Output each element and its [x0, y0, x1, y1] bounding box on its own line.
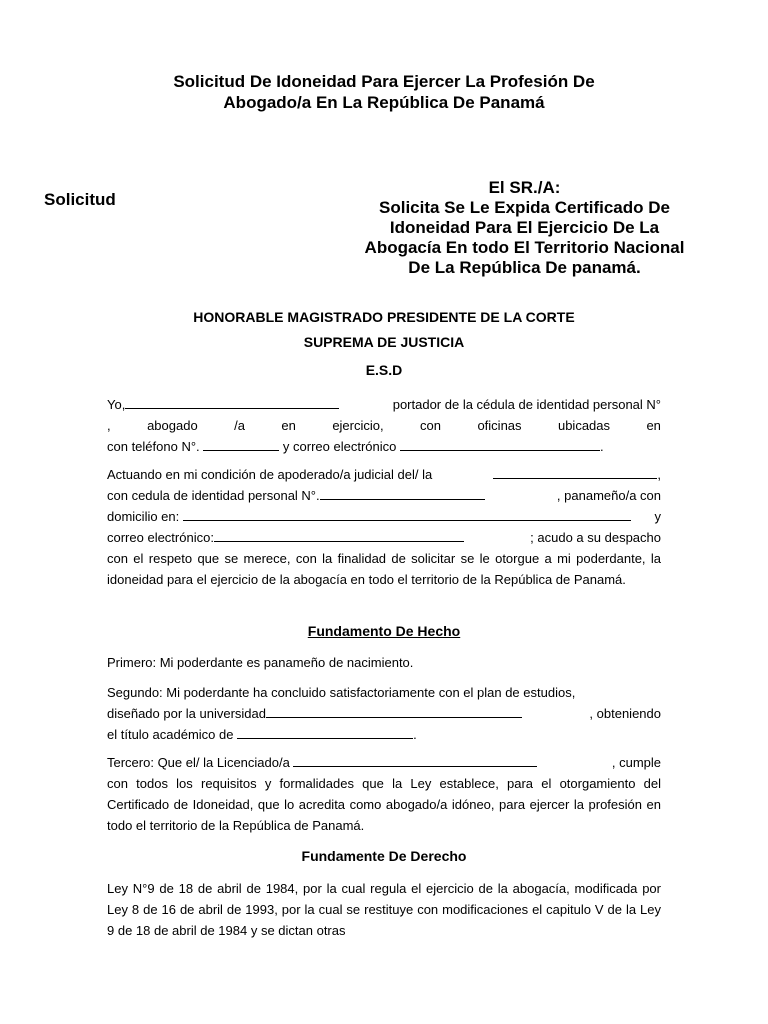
para1-line-3	[107, 436, 661, 457]
word: abogado	[147, 418, 198, 433]
name-blank[interactable]	[125, 396, 339, 409]
addressee	[0, 305, 768, 355]
para2-line-3	[107, 506, 661, 527]
fundamento-derecho-title: Fundamente De Derecho	[301, 848, 467, 864]
email-blank[interactable]	[400, 438, 600, 451]
sr-line-1: El SR./A:	[488, 178, 561, 197]
paragraph-tercero	[107, 752, 661, 836]
titulo-text: el título académico de	[107, 727, 234, 742]
period: .	[413, 727, 417, 742]
client-email-blank[interactable]	[214, 529, 464, 542]
paragraph-segundo	[107, 682, 661, 745]
actuando-text: Actuando en mi condición de apoderado/a judicial del/ la	[107, 467, 433, 482]
licensee-blank[interactable]	[293, 754, 537, 767]
id-number-blank[interactable]	[320, 487, 485, 500]
title-line-1: Solicitud De Idoneidad Para Ejercer La Profesión De	[173, 72, 595, 91]
degree-blank[interactable]	[237, 726, 413, 739]
para2-line-4	[107, 527, 661, 548]
solicitud-label: Solicitud	[44, 190, 116, 209]
esd-heading: E.S.D	[365, 362, 403, 378]
yo-text: Yo,	[107, 397, 126, 412]
para1-line-1	[107, 394, 661, 415]
fundamento-hecho-title: Fundamento De Hecho	[307, 623, 461, 639]
primero-text: Primero: Mi poderdante es panameño de nacimiento.	[107, 655, 414, 670]
comma: ,	[657, 467, 661, 482]
para2-rest: con el respeto que se merece, con la finalidad de solicitar se le otorgue a mi poderdante, la idoneidad para el ejercicio de la abogacía en todo el territorio de la República de Panamá.	[107, 551, 661, 587]
panameno-text: , panameño/a con	[556, 488, 661, 503]
word: en	[646, 418, 661, 433]
correo-text: y correo electrónico	[282, 439, 397, 454]
domicilio-text: domicilio en:	[107, 509, 180, 524]
word: ,	[107, 418, 111, 433]
para2-line-1	[107, 464, 661, 485]
sr-line-5: De La República De panamá.	[408, 258, 641, 277]
client-name-blank[interactable]	[493, 466, 657, 479]
cedula-text: con cedula de identidad personal N°.	[107, 488, 320, 503]
tercero-rest: con todos los requisitos y formalidades que la Ley establece, para el otorgamiento del Certificado de Idoneidad, que lo acredita como abogado/a idóneo, para ejercer la profesión en todo el territorio de la República de Panamá.	[107, 776, 661, 833]
acudo-text: ; acudo a su despacho	[530, 530, 661, 545]
segundo-line-1: Segundo: Mi poderdante ha concluido satisfactoriamente con el plan de estudios,	[107, 685, 576, 700]
portador-text: portador de la cédula de identidad personal N°	[392, 397, 661, 412]
request-summary	[322, 178, 727, 278]
address-blank[interactable]	[183, 508, 631, 521]
universidad-text: diseñado por la universidad	[107, 706, 266, 721]
segundo-line-2	[107, 703, 661, 724]
word: /a	[234, 418, 245, 433]
word: ejercicio,	[332, 418, 384, 433]
licenciado-text: Tercero: Que el/ la Licenciado/a	[107, 755, 290, 770]
telefono-text: con teléfono N°.	[107, 439, 200, 454]
correo-label: correo electrónico:	[107, 530, 214, 545]
period: .	[599, 439, 604, 454]
para1-line-2	[107, 415, 661, 436]
derecho-text: Ley N°9 de 18 de abril de 1984, por la cual regula el ejercicio de la abogacía, modificada por Ley 8 de 16 de abril de 1993, por la cual se restituye con modificaciones el capitulo V de la Ley 9 de 18 de abril de 1984 y se dictan otras	[107, 881, 661, 938]
segundo-line-3	[107, 724, 661, 745]
sr-line-3: Idoneidad Para El Ejercicio De La	[389, 218, 660, 237]
addressee-line-1: HONORABLE MAGISTRADO PRESIDENTE DE LA CORTE	[193, 309, 575, 325]
university-blank[interactable]	[266, 705, 522, 718]
obteniendo-text: , obteniendo	[589, 706, 661, 721]
para2-line-2	[107, 485, 661, 506]
y-text: y	[654, 509, 661, 524]
sr-line-4: Abogacía En todo El Territorio Nacional	[364, 238, 685, 257]
word: oficinas	[477, 418, 522, 433]
title-line-2: Abogado/a En La República De Panamá	[223, 93, 545, 112]
word: en	[281, 418, 296, 433]
phone-blank[interactable]	[203, 438, 279, 451]
paragraph-actuando	[107, 464, 661, 590]
cumple-text: , cumple	[611, 755, 661, 770]
word: ubicadas	[557, 418, 611, 433]
addressee-line-2: SUPREMA DE JUSTICIA	[303, 334, 465, 350]
document-title	[0, 71, 768, 113]
tercero-line-1	[107, 752, 661, 773]
paragraph-yo	[107, 394, 661, 457]
sr-line-2: Solicita Se Le Expida Certificado De	[379, 198, 670, 217]
word: con	[420, 418, 442, 433]
